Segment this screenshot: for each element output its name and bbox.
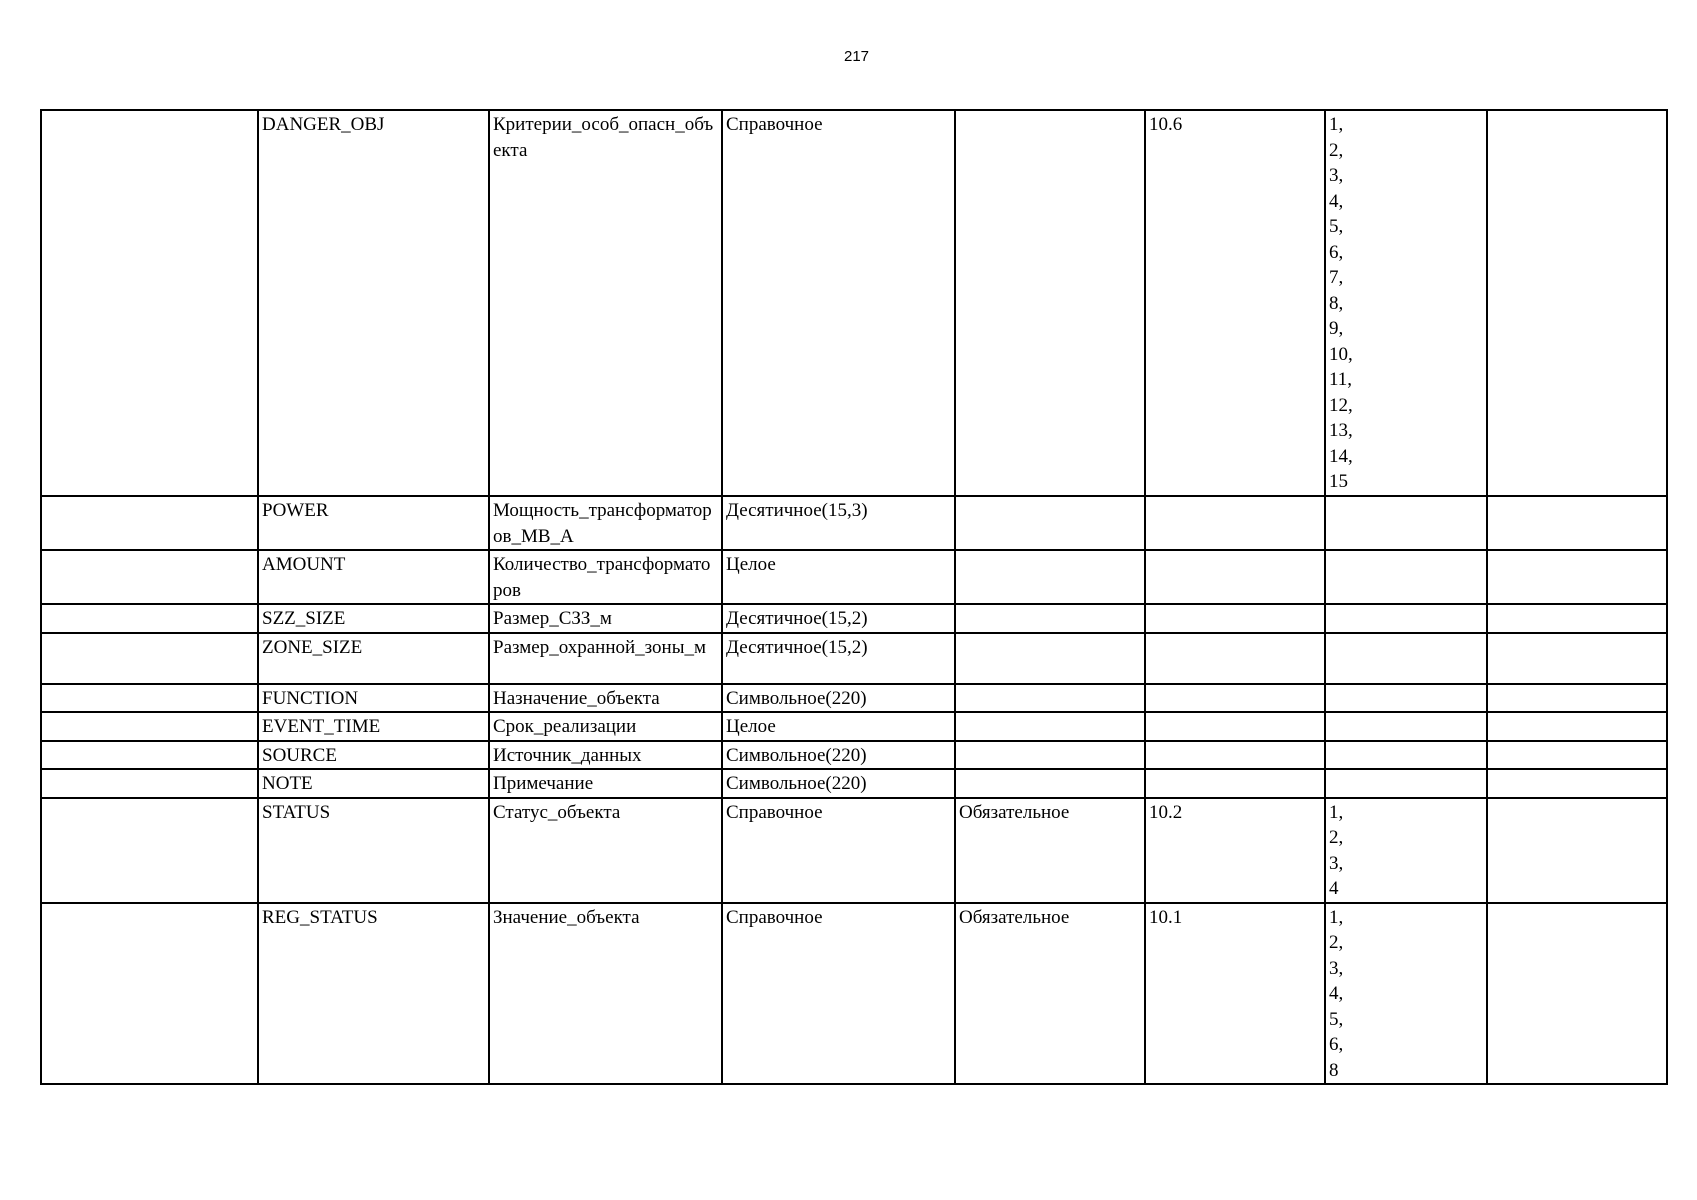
cell-name: Критерии_особ_опасн_объекта [489,110,722,496]
cell-layer [41,633,258,684]
cell-type: Символьное(220) [722,684,955,713]
cell-values [1325,633,1487,684]
cell-ref: 10.1 [1145,903,1325,1085]
cell-values [1325,769,1487,798]
table-row [41,110,1667,496]
cell-layer [41,769,258,798]
cell-layer [41,496,258,550]
cell-layer [41,903,258,1085]
cell-ref [1145,496,1325,550]
cell-note [1487,550,1667,604]
cell-values [1325,550,1487,604]
cell-ref [1145,604,1325,633]
cell-note [1487,684,1667,713]
table-row [41,903,1667,1085]
cell-field: SOURCE [258,741,489,770]
cell-note [1487,604,1667,633]
cell-layer [41,110,258,496]
cell-values: 1, 2, 3, 4 [1325,798,1487,903]
cell-ref [1145,769,1325,798]
cell-ref: 10.6 [1145,110,1325,496]
table-row [41,633,1667,684]
table-row [41,769,1667,798]
cell-note [1487,903,1667,1085]
cell-required [955,496,1145,550]
cell-layer [41,604,258,633]
table-row [41,741,1667,770]
cell-required: Обязательное [955,798,1145,903]
cell-values: 1, 2, 3, 4, 5, 6, 7, 8, 9, 10, 11, 12, 13, 14, 15 [1325,110,1487,496]
cell-field: REG_STATUS [258,903,489,1085]
cell-required [955,712,1145,741]
table-row [41,712,1667,741]
cell-values [1325,712,1487,741]
cell-values [1325,496,1487,550]
table-row [41,684,1667,713]
cell-note [1487,769,1667,798]
cell-type: Справочное [722,110,955,496]
cell-required [955,633,1145,684]
cell-layer [41,798,258,903]
table-row [41,496,1667,550]
cell-name: Мощность_трансформаторов_МВ_А [489,496,722,550]
cell-layer [41,684,258,713]
attribute-table [40,109,1668,1085]
cell-note [1487,741,1667,770]
cell-required: Обязательное [955,903,1145,1085]
cell-field: EVENT_TIME [258,712,489,741]
cell-type: Десятичное(15,3) [722,496,955,550]
attribute-table-body [41,110,1667,1084]
cell-name: Количество_трансформаторов [489,550,722,604]
cell-required [955,550,1145,604]
cell-type: Десятичное(15,2) [722,604,955,633]
cell-note [1487,798,1667,903]
cell-name: Статус_объекта [489,798,722,903]
cell-required [955,684,1145,713]
cell-type: Справочное [722,798,955,903]
cell-name: Значение_объекта [489,903,722,1085]
cell-ref [1145,712,1325,741]
cell-field: NOTE [258,769,489,798]
cell-required [955,110,1145,496]
cell-ref [1145,741,1325,770]
cell-name: Размер_охранной_зоны_м [489,633,722,684]
table-row [41,798,1667,903]
cell-field: SZZ_SIZE [258,604,489,633]
page-number: 217 [843,48,870,65]
cell-field: DANGER_OBJ [258,110,489,496]
cell-layer [41,550,258,604]
cell-values [1325,684,1487,713]
cell-field: POWER [258,496,489,550]
cell-name: Примечание [489,769,722,798]
cell-values [1325,604,1487,633]
cell-note [1487,496,1667,550]
cell-ref [1145,550,1325,604]
cell-type: Символьное(220) [722,769,955,798]
cell-values: 1, 2, 3, 4, 5, 6, 8 [1325,903,1487,1085]
cell-note [1487,633,1667,684]
cell-type: Символьное(220) [722,741,955,770]
table-row [41,550,1667,604]
cell-type: Целое [722,712,955,741]
table-row [41,604,1667,633]
cell-type: Справочное [722,903,955,1085]
cell-field: FUNCTION [258,684,489,713]
cell-type: Десятичное(15,2) [722,633,955,684]
cell-ref [1145,684,1325,713]
cell-layer [41,712,258,741]
cell-name: Срок_реализации [489,712,722,741]
cell-ref: 10.2 [1145,798,1325,903]
cell-required [955,604,1145,633]
cell-name: Источник_данных [489,741,722,770]
cell-ref [1145,633,1325,684]
cell-name: Назначение_объекта [489,684,722,713]
cell-field: STATUS [258,798,489,903]
cell-layer [41,741,258,770]
cell-field: AMOUNT [258,550,489,604]
cell-required [955,741,1145,770]
cell-name: Размер_СЗЗ_м [489,604,722,633]
cell-required [955,769,1145,798]
cell-note [1487,712,1667,741]
cell-field: ZONE_SIZE [258,633,489,684]
cell-note [1487,110,1667,496]
cell-type: Целое [722,550,955,604]
cell-values [1325,741,1487,770]
